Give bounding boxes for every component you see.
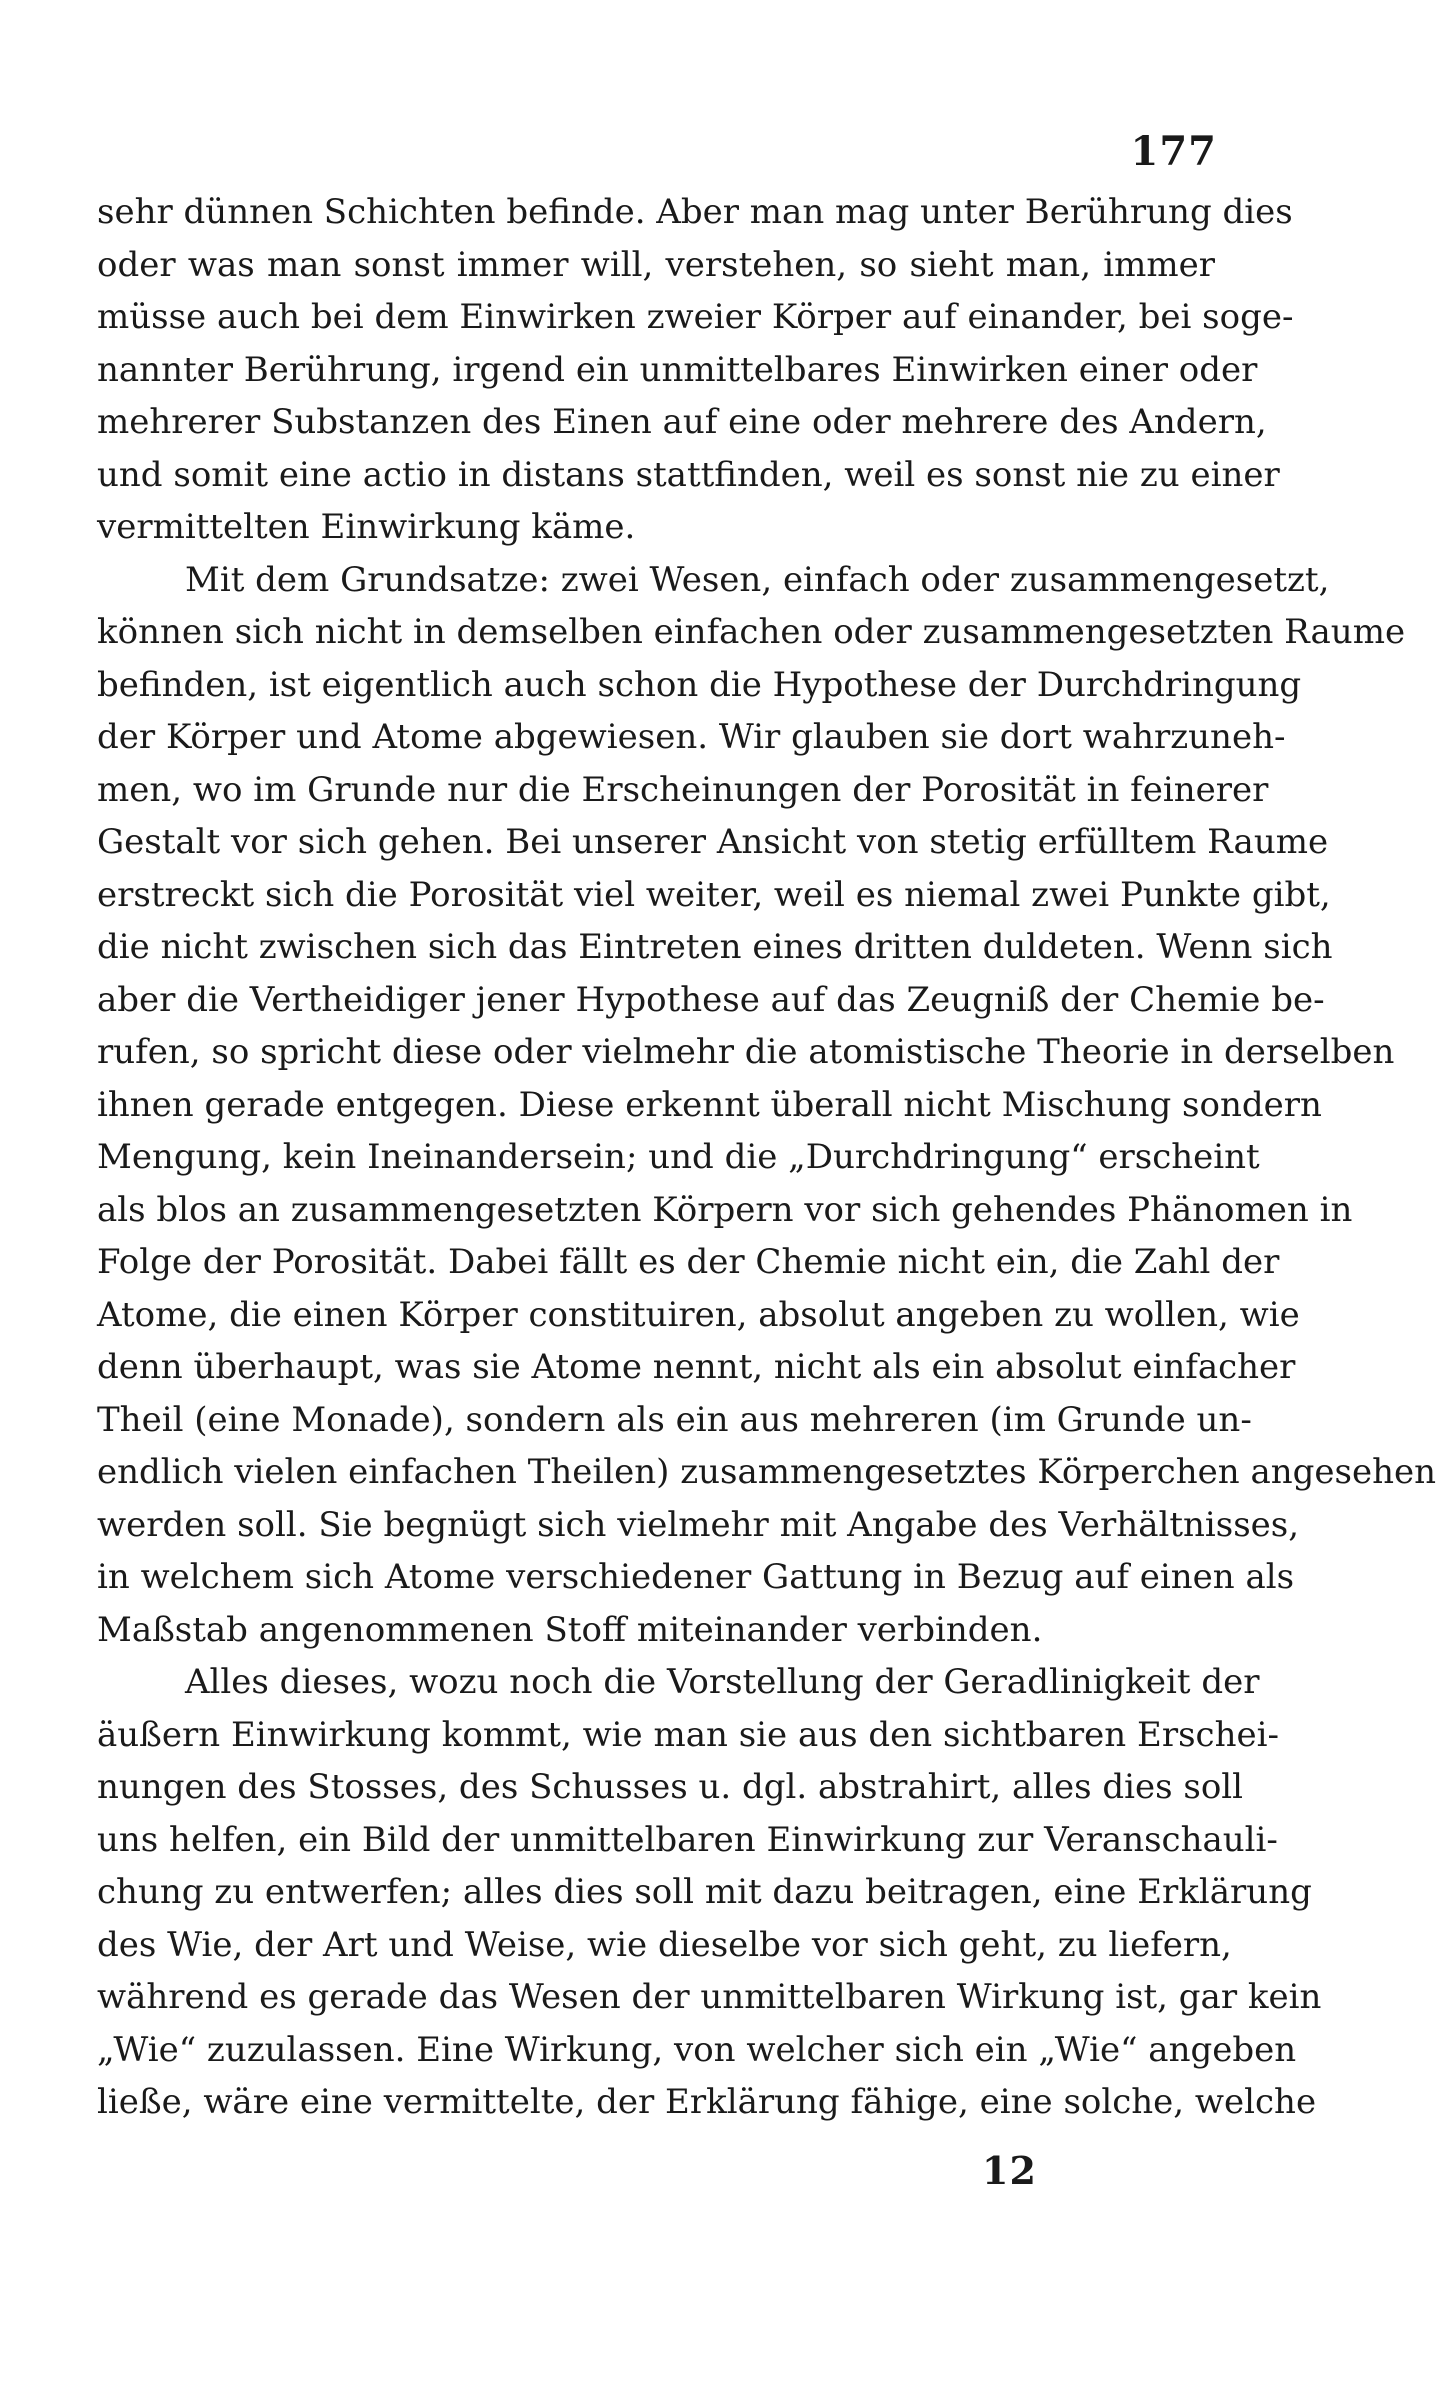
text-line: in welchem sich Atome verschiedener Gattung in Bezug auf einen als [97,1557,1295,1597]
text-line: nannter Berührung, irgend ein unmittelbares Einwirken einer oder [97,349,1258,390]
text-line: befinden, ist eigentlich auch schon die Hypothese der Durchdringung [97,664,1302,705]
text-line: sehr dünnen Schichten befinde. Aber man mag unter Berührung dies [97,192,1293,232]
text-line: die nicht zwischen sich das Eintreten eines dritten duldeten. Wenn sich [97,927,1333,967]
text-line: äußern Einwirkung kommt, wie man sie aus den sichtbaren Erschei- [97,1714,1279,1755]
text-line: oder was man sonst immer will, verstehen, so sieht man, immer [97,244,1215,285]
text-line: vermittelten Einwirkung käme. [97,507,636,547]
text-line: Gestalt vor sich gehen. Bei unserer Ansicht von stetig erfülltem Raume [97,822,1329,862]
text-line: während es gerade das Wesen der unmittelbaren Wirkung ist, gar kein [97,1977,1322,2017]
text-line: rufen, so spricht diese oder vielmehr die atomistische Theorie in derselben [97,1032,1395,1072]
text-line: der Körper und Atome abgewiesen. Wir glauben sie dort wahrzuneh- [97,717,1286,757]
text-line: müsse auch bei dem Einwirken zweier Körper auf einander, bei soge- [97,297,1294,337]
text-line: Alles dieses, wozu noch die Vorstellung der Geradlinigkeit der [185,1662,1260,1702]
text-line: als blos an zusammengesetzten Körpern vor sich gehendes Phänomen in [97,1189,1353,1230]
text-line: uns helfen, ein Bild der unmittelbaren Einwirkung zur Veranschauli- [97,1819,1278,1860]
text-line: ließe, wäre eine vermittelte, der Erklärung fähige, eine solche, welche [97,2082,1317,2122]
text-line: und somit eine actio in distans stattfinden, weil es sonst nie zu einer [97,454,1280,495]
text-line: endlich vielen einfachen Theilen) zusammengesetztes Körperchen angesehen [97,1452,1436,1492]
text-line: „Wie“ zuzulassen. Eine Wirkung, von welcher sich ein „Wie“ angeben [97,2029,1297,2070]
signature-mark: 12 [982,2148,1037,2193]
body-text [97,186,1436,2129]
text-line: erstreckt sich die Porosität viel weiter, weil es niemal zwei Punkte gibt, [97,874,1331,915]
text-line: werden soll. Sie begnügt sich vielmehr mit Angabe des Verhältnisses, [97,1504,1300,1545]
text-line: Maßstab angenommenen Stoff miteinander verbinden. [97,1609,1043,1650]
text-line: Folge der Porosität. Dabei fällt es der Chemie nicht ein, die Zahl der [97,1242,1280,1282]
page-number: 177 [1130,128,1217,175]
text-line: des Wie, der Art und Weise, wie dieselbe vor sich geht, zu liefern, [97,1924,1232,1965]
text-line: nungen des Stosses, des Schusses u. dgl. abstrahirt, alles dies soll [97,1767,1244,1807]
text-line: können sich nicht in demselben einfachen oder zusammengesetzten Raume [97,612,1406,652]
text-line: men, wo im Grunde nur die Erscheinungen der Porosität in feinerer [97,769,1269,810]
text-line: mehrerer Substanzen des Einen auf eine oder mehrere des Andern, [97,402,1267,442]
text-line: Mengung, kein Ineinandersein; und die „Durchdringung“ erscheint [97,1137,1260,1177]
text-line: denn überhaupt, was sie Atome nennt, nicht als ein absolut einfacher [97,1347,1296,1387]
text-line: Mit dem Grundsatze: zwei Wesen, einfach oder zusammengesetzt, [185,559,1330,600]
text-line: aber die Vertheidiger jener Hypothese auf das Zeugniß der Chemie be- [97,979,1325,1020]
text-line: Theil (eine Monade), sondern als ein aus mehreren (im Grunde un- [97,1399,1252,1440]
text-line: Atome, die einen Körper constituiren, absolut angeben zu wollen, wie [97,1294,1300,1335]
text-line: chung zu entwerfen; alles dies soll mit dazu beitragen, eine Erklärung [97,1872,1312,1912]
text-line: ihnen gerade entgegen. Diese erkennt überall nicht Mischung sondern [97,1084,1322,1125]
